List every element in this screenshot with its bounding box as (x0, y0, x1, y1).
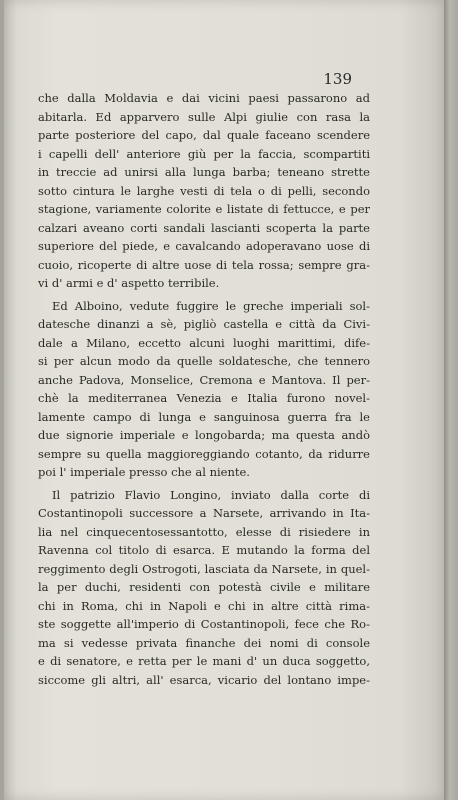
text-line: sempre su quella maggioreggiando cotanto, da ridurre (38, 446, 370, 461)
text-line: Costantinopoli successore a Narsete, arrivando in Ita- (38, 506, 370, 520)
text-line: reggimento degli Ostrogoti, lasciata da Narsete, in quel- (38, 561, 370, 576)
text-line: cuoio, ricoperte di altre uose di tela rossa; sempre gra- (38, 257, 370, 272)
text-line: abitarla. Ed apparvero sulle Alpi giulie con rasa la (38, 109, 370, 124)
text-line: Ravenna col titolo di esarca. E mutando la forma del (38, 543, 370, 557)
book-page (4, 0, 444, 800)
text-line: chè la mediterranea Venezia e Italia furono novel- (38, 391, 370, 405)
text-line: stagione, variamente colorite e listate di fettucce, e per (38, 202, 370, 216)
text-line: siccome gli altri, all' esarca, vicario del lontano impe- (38, 672, 370, 687)
text-line: dale a Milano, eccetto alcuni luoghi marittimi, dife- (38, 335, 370, 350)
text-line: i capelli dell' anteriore giù per la faccia, scompartiti (38, 146, 370, 161)
text-line: parte posteriore del capo, dal quale faceano scendere (38, 128, 370, 142)
text-line: poi l' imperiale presso che al niente. (38, 465, 250, 479)
text-line: calzari aveano corti sandali lascianti scoperta la parte (38, 220, 370, 235)
text-line: due signorie imperiale e longobarda; ma questa andò (38, 428, 370, 442)
text-line: la per duchi, residenti con potestà civile e militare (38, 580, 370, 594)
text-line: lamente campo di lunga e sanguinosa guerra fra le (38, 409, 370, 424)
text-line: anche Padova, Monselice, Cremona e Mantova. Il per- (38, 372, 370, 387)
text-line: sotto cintura le larghe vesti di tela o di pelli, secondo (38, 183, 370, 198)
body-text (38, 89, 370, 689)
text-line: lia nel cinquecentosessantotto, elesse di risiedere in (38, 524, 370, 539)
text-line: vi d' armi e d' aspetto terribile. (38, 276, 220, 290)
page-number: 139 (323, 70, 352, 88)
text-line: Ed Alboino, vedute fuggire le greche imperiali sol- (52, 298, 370, 313)
text-line: Il patrizio Flavio Longino, inviato dalla corte di (52, 487, 370, 502)
text-line: ma si vedesse privata finanche dei nomi di console (38, 635, 370, 650)
text-line: in treccie ad unirsi alla lunga barba; teneano strette (38, 165, 370, 179)
text-line: ste soggette all'imperio di Costantinopoli, fece che Ro- (38, 617, 370, 631)
page-edge-shadow (444, 0, 458, 800)
text-line: e di senatore, e retta per le mani d' un duca soggetto, (38, 654, 370, 668)
text-line: chi in Roma, chi in Napoli e chi in altre città rima- (38, 598, 370, 613)
text-line: si per alcun modo da quelle soldatesche, che tennero (38, 354, 370, 368)
text-line: superiore del piede, e cavalcando adoperavano uose di (38, 239, 370, 253)
text-line: datesche dinanzi a sè, pigliò castella e città da Civi- (38, 317, 370, 331)
text-line: che dalla Moldavia e dai vicini paesi passarono ad (38, 91, 370, 105)
